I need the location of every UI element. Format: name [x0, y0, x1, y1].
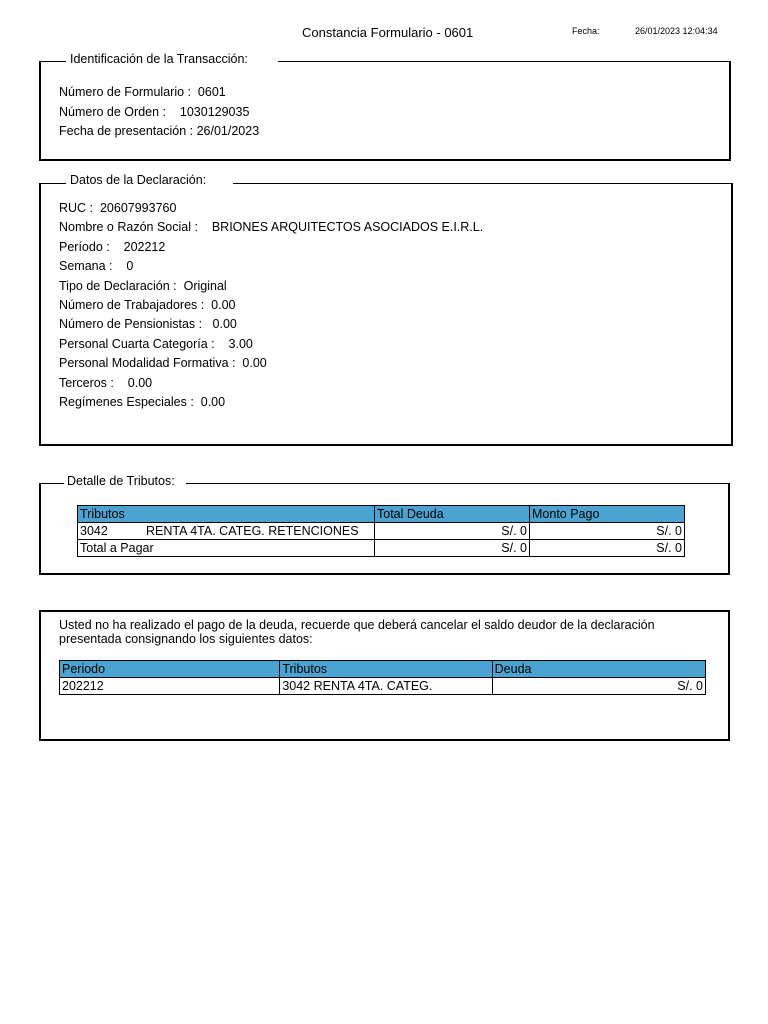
header-tributos: Tributos [280, 661, 492, 678]
header-periodo: Periodo [60, 661, 280, 678]
numero-trabajadores: Número de Trabajadores : 0.00 [59, 298, 236, 312]
tributo-cell [78, 523, 375, 540]
regimenes-especiales: Regímenes Especiales : 0.00 [59, 395, 226, 409]
deuda-cell: S/. 0 [492, 678, 705, 695]
razon-social: Nombre o Razón Social : BRIONES ARQUITECTOS ASOCIADOS E.I.R.L. [59, 220, 484, 234]
numero-orden: Número de Orden : 1030129035 [59, 105, 250, 119]
tributos-table [77, 505, 685, 557]
semana: Semana : 0 [59, 259, 134, 273]
monto-pago-cell: S/. 0 [530, 523, 685, 540]
tributo-name: RENTA 4TA. CATEG. RETENCIONES [146, 523, 359, 538]
personal-cuarta-categoria: Personal Cuarta Categoría : 3.00 [59, 337, 253, 351]
aviso-text: Usted no ha realizado el pago de la deuda, recuerde que deberá cancelar el saldo deudor de la declaración presentada consignando los siguientes datos: [59, 618, 655, 646]
fecha-presentacion: Fecha de presentación : 26/01/2023 [59, 124, 260, 138]
table-total-row [78, 540, 685, 557]
header-tributos: Tributos [78, 506, 375, 523]
tipo-declaracion: Tipo de Declaración : Original [59, 279, 227, 293]
total-label: Total a Pagar [78, 540, 375, 557]
header-deuda: Deuda [492, 661, 705, 678]
terceros: Terceros : 0.00 [59, 376, 153, 390]
header-monto-pago: Monto Pago [530, 506, 685, 523]
numero-pensionistas: Número de Pensionistas : 0.00 [59, 317, 237, 331]
total-deuda-cell: S/. 0 [375, 523, 530, 540]
personal-modalidad-formativa: Personal Modalidad Formativa : 0.00 [59, 356, 267, 370]
numero-formulario: Número de Formulario : 0601 [59, 85, 226, 99]
tributo-cell: 3042 RENTA 4TA. CATEG. [280, 678, 492, 695]
periodo-cell: 202212 [60, 678, 280, 695]
total-pago-value: S/. 0 [530, 540, 685, 557]
table-row [60, 678, 706, 695]
tributos-legend: Detalle de Tributos: [67, 474, 175, 488]
periodo: Período : 202212 [59, 240, 166, 254]
fecha-label: Fecha: [572, 26, 600, 36]
page-title: Constancia Formulario - 0601 [302, 25, 474, 40]
table-row [78, 523, 685, 540]
tributo-code: 3042 [80, 523, 108, 538]
ruc: RUC : 20607993760 [59, 201, 177, 215]
declaracion-legend: Datos de la Declaración: [70, 173, 207, 187]
table-header-row [78, 506, 685, 523]
identificacion-legend: Identificación de la Transacción: [70, 52, 248, 66]
header-total-deuda: Total Deuda [375, 506, 530, 523]
table-header-row [60, 661, 706, 678]
fecha-value: 26/01/2023 12:04:34 [635, 26, 718, 36]
total-deuda-value: S/. 0 [375, 540, 530, 557]
deuda-table [59, 660, 706, 695]
